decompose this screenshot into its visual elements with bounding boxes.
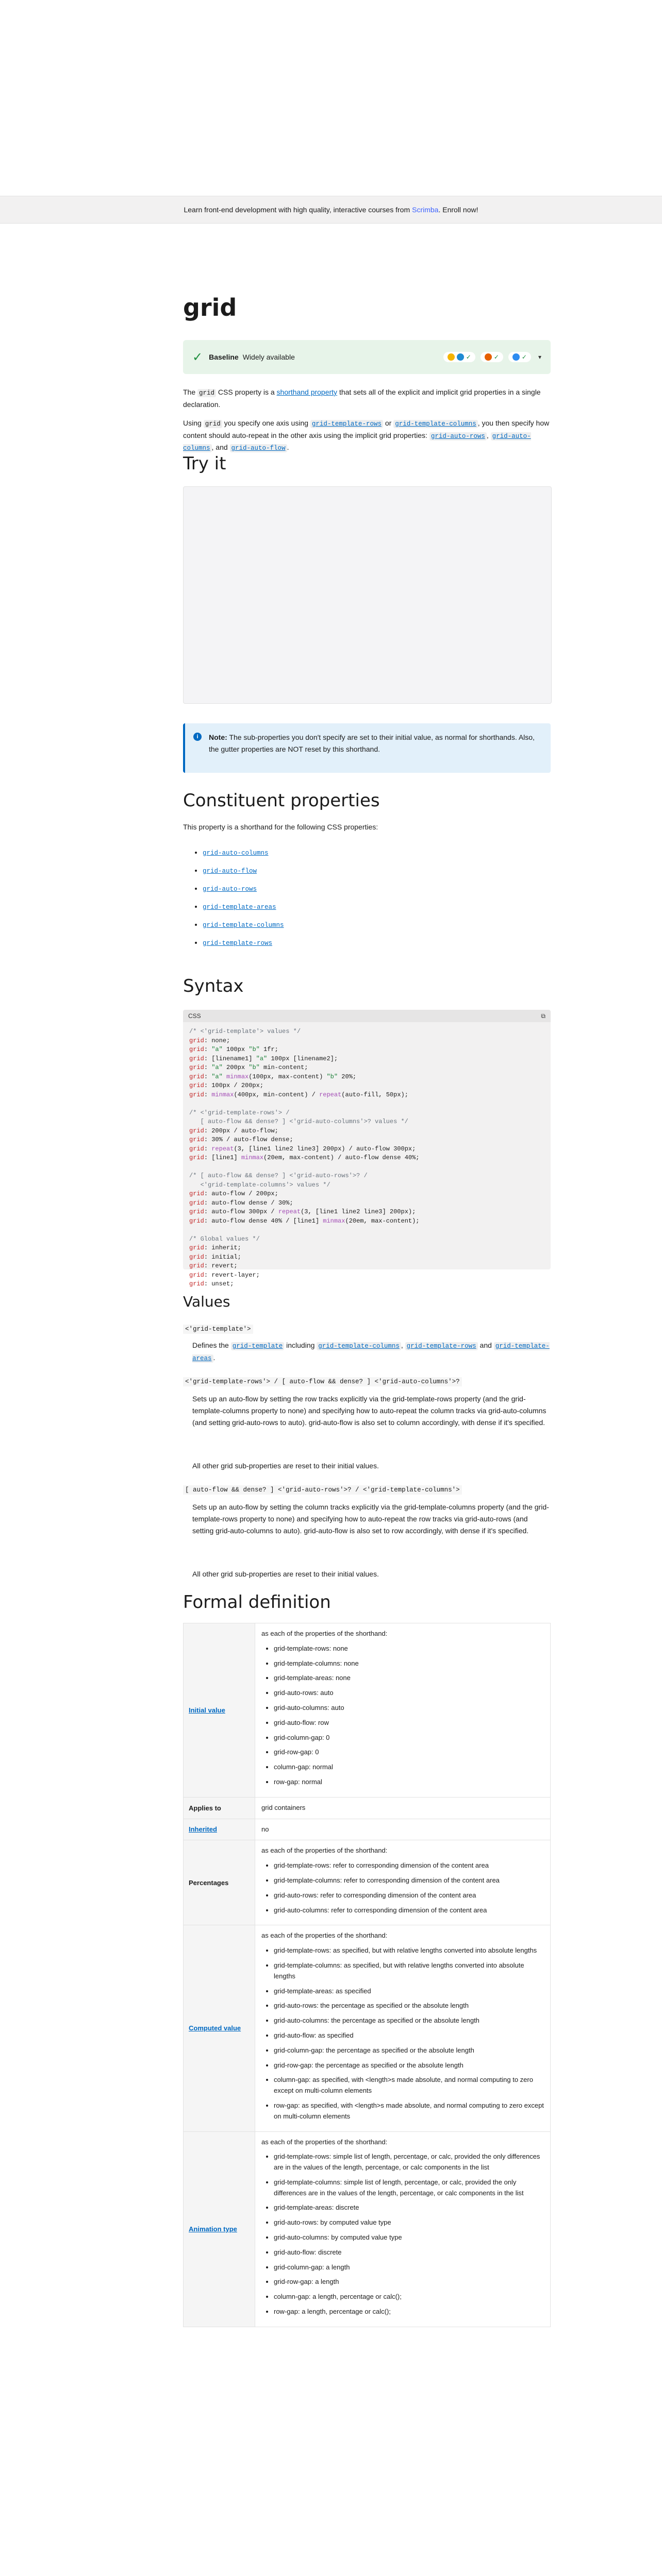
baseline-label: Baseline — [209, 353, 239, 361]
info-icon: i — [193, 733, 202, 741]
table-row — [184, 1840, 551, 1925]
list-item: • grid-template-columns: refer to corresponding dimension of the content area — [274, 1875, 544, 1886]
constituent-intro: This property is a shorthand for the following CSS properties: — [183, 823, 378, 831]
grid-auto-flow-link[interactable]: grid-auto-flow — [230, 444, 287, 452]
row-cell — [255, 1623, 551, 1798]
property-link[interactable]: grid-template-rows — [203, 940, 273, 947]
cell-list — [261, 1643, 544, 1788]
list-item: • column-gap: normal — [274, 1762, 544, 1773]
constituent-list — [183, 848, 570, 956]
list-item: • grid-column-gap: the percentage as specified or the absolute length — [274, 2045, 544, 2056]
row-header — [184, 1623, 255, 1798]
table-row — [184, 1797, 551, 1819]
text: and — [477, 1341, 494, 1349]
browser-pill-chrome-edge — [443, 352, 475, 362]
list-item: • grid-template-columns: none — [274, 1658, 544, 1669]
list-item: • grid-template-rows: none — [274, 1643, 544, 1654]
value-term: <'grid-template-rows'> / [ auto-flow && dense? ] <'grid-auto-columns'>? — [183, 1377, 462, 1386]
initial-value-link[interactable]: Initial value — [189, 1706, 225, 1714]
property-link[interactable]: grid-template-areas — [203, 904, 276, 911]
list-item: • grid-template-columns: as specified, but with relative lengths converted into absolute lengths — [274, 1960, 544, 1982]
supported-check-icon: ✓ — [466, 353, 471, 361]
table-row — [184, 2131, 551, 2327]
text: , — [486, 431, 491, 439]
list-item: • grid-auto-rows: refer to corresponding dimension of the content area — [274, 1890, 544, 1901]
list-item: • grid-template-rows: simple list of length, percentage, or calc, provided the only differences are in the values of the length, percentage, or calc components in the list — [274, 2151, 544, 2173]
list-item: • grid-template-areas: discrete — [274, 2202, 544, 2213]
list-item: • grid-row-gap: 0 — [274, 1747, 544, 1758]
top-whitespace — [0, 0, 662, 196]
interactive-example-frame[interactable] — [183, 486, 552, 704]
note-callout — [183, 723, 551, 773]
chevron-down-icon[interactable]: ▾ — [538, 353, 541, 361]
table-row — [184, 1819, 551, 1840]
page-title: grid — [183, 294, 237, 321]
chrome-icon — [448, 353, 455, 361]
text: you specify one axis using — [222, 419, 310, 427]
inline-code: grid — [204, 420, 222, 428]
row-header — [184, 1819, 255, 1840]
value-term-2 — [183, 1377, 551, 1386]
cell-intro: as each of the properties of the shorthand: — [261, 1630, 388, 1637]
grid-template-areas-link[interactable]: grid-template-areas — [192, 1343, 550, 1362]
text: Defines the — [192, 1341, 231, 1349]
main-content — [183, 224, 552, 2576]
list-item: • grid-template-rows: refer to corresponding dimension of the content area — [274, 1860, 544, 1871]
value-term: [ auto-flow && dense? ] <'grid-auto-rows'>? / <'grid-template-columns'> — [183, 1485, 462, 1495]
list-item: • grid-auto-flow: discrete — [274, 2247, 544, 2258]
list-item: • grid-column-gap: a length — [274, 2262, 544, 2273]
text: The — [183, 388, 198, 396]
list-item: • grid-template-rows: as specified, but with relative lengths converted into absolute lengths — [274, 1945, 544, 1956]
note-label: Note: — [209, 733, 227, 741]
grid-template-link[interactable]: grid-template — [231, 1342, 285, 1350]
syntax-code: /* <'grid-template'> values */ grid: none; grid: "a" 100px "b" 1fr; grid: [linename1] "a" 100px [linename2]; grid: "a" 200px "b" min-content; grid: "a" minmax(100px, max-content) "b" 20%; grid: 100px / 200px; grid: minmax(400px, min-content) / repeat(auto-fill, 50px); /* <'grid-template-rows'> / [ auto-flow && dense? ] <'grid-auto-columns'>? values */ grid: 200px / auto-flow; grid: 30% / auto-flow dense; grid: repeat(3, [line1 line2 line3] 200px) / auto-flow 300px; grid: [line1] minmax(20em, max-content) / auto-flow dense 40%; /* [ auto-flow && dense? ] <'grid-auto-rows'>? / <'grid-template-columns'> values */ grid: auto-flow / 200px; grid: auto-flow dense / 30%; grid: auto-flow 300px / repeat(3, [line1 line2 line3] 200px); grid: auto-flow dense 40% / [line1] minmax(20em, max-content); /* Global values */ grid: inherit; grid: initial; grid: revert; grid: revert-layer; grid: unset; — [189, 1028, 420, 1287]
cell-intro: as each of the properties of the shorthand: — [261, 2138, 388, 2146]
safari-icon — [512, 353, 520, 361]
list-item: • grid-template-areas: as specified — [274, 1986, 544, 1997]
property-link[interactable]: grid-auto-rows — [203, 886, 257, 893]
animation-type-link[interactable]: Animation type — [189, 2225, 237, 2233]
cell-list — [261, 2151, 544, 2317]
code-header — [183, 1010, 551, 1022]
grid-auto-columns-link[interactable]: grid-auto-columns — [183, 432, 531, 452]
formal-definition-heading: Formal definition — [183, 1592, 331, 1613]
value-reset-3: All other grid sub-properties are reset to their initial values. — [192, 1570, 379, 1578]
banner-text: Learn front-end development with high quality, interactive courses from — [184, 206, 410, 214]
text: . — [213, 1353, 216, 1362]
grid-template-columns-link[interactable]: grid-template-columns — [393, 420, 478, 428]
supported-check-icon: ✓ — [521, 353, 527, 361]
list-item: • grid-auto-rows: by computed value type — [274, 2217, 544, 2228]
table-row — [184, 1925, 551, 2131]
text: including — [284, 1341, 317, 1349]
row-header — [184, 2131, 255, 2327]
grid-auto-rows-link[interactable]: grid-auto-rows — [429, 432, 487, 440]
cell-list — [261, 1860, 544, 1916]
banner-link[interactable]: Scrimba — [412, 206, 439, 214]
row-cell — [255, 1840, 551, 1925]
value-desc-1 — [192, 1340, 551, 1364]
note-text: The sub-properties you don't specify are set to their initial value, as normal for shorthands. Also, the gutter properties are NOT reset by this shorthand. — [209, 733, 535, 754]
row-header: Applies to — [184, 1797, 255, 1819]
row-cell — [255, 1925, 551, 2131]
values-heading: Values — [183, 1293, 230, 1310]
check-icon: ✓ — [192, 350, 203, 364]
browser-support-icons — [443, 352, 541, 362]
list-item: • grid-auto-rows: auto — [274, 1688, 544, 1699]
text: , you then specify how content should auto-repeat in the other axis using the implicit grid properties: — [183, 419, 550, 439]
syntax-heading: Syntax — [183, 976, 244, 996]
list-item: • column-gap: a length, percentage or calc(); — [274, 2292, 544, 2302]
intro-paragraph-1 — [183, 386, 551, 411]
list-item: • grid-template-columns: simple list of length, percentage, or calc, provided the only differences are in the values of the length, percentage, or calc components in the list — [274, 2177, 544, 2199]
list-item: • grid-row-gap: a length — [274, 2277, 544, 2287]
text: that sets all of the explicit and implicit grid properties in a single declaration. — [183, 388, 541, 409]
list-item: • column-gap: as specified, with <length>s made absolute, and normal computing to zero except on multi-column elements — [274, 2075, 544, 2096]
property-link[interactable]: grid-template-columns — [203, 922, 284, 929]
inherited-link[interactable]: Inherited — [189, 1825, 217, 1834]
value-desc-3: Sets up an auto-flow by setting the column tracks explicitly via the grid-template-columns property (and the grid-template-rows property to none) and specifying how to auto-repeat the row tracks via grid-auto-rows (and setting grid-auto-columns to auto). grid-auto-flow is also set to row accordingly, with dense if it's specified. — [192, 1503, 549, 1535]
row-header — [184, 1925, 255, 2131]
list-item: • grid-column-gap: 0 — [274, 1733, 544, 1743]
edge-icon — [457, 353, 464, 361]
text: , — [401, 1341, 405, 1349]
baseline-status: Widely available — [242, 353, 295, 361]
try-it-heading: Try it — [183, 453, 226, 474]
cell-intro: as each of the properties of the shorthand: — [261, 1931, 388, 1940]
shorthand-link[interactable]: shorthand property — [276, 388, 338, 396]
copy-icon[interactable]: ⧉ — [541, 1012, 545, 1020]
baseline-badge[interactable] — [183, 340, 551, 374]
property-link[interactable]: grid-auto-columns — [203, 850, 269, 857]
browser-pill-firefox — [481, 352, 503, 362]
grid-template-rows-link[interactable]: grid-template-rows — [405, 1342, 478, 1350]
row-cell: no — [255, 1819, 551, 1840]
list-item — [203, 902, 570, 911]
list-item: • grid-auto-flow: as specified — [274, 2030, 544, 2041]
browser-pill-safari — [508, 352, 531, 362]
supported-check-icon: ✓ — [493, 353, 499, 361]
cell-intro: as each of the properties of the shorthand: — [261, 1846, 388, 1855]
list-item — [203, 866, 570, 875]
inline-code: grid — [197, 389, 216, 397]
list-item — [203, 848, 570, 857]
list-item: • row-gap: normal — [274, 1777, 544, 1788]
value-term: <'grid-template'> — [183, 1325, 253, 1334]
constituent-heading: Constituent properties — [183, 790, 380, 811]
text: , and — [211, 443, 230, 452]
text: CSS property is a — [216, 388, 277, 396]
table-row — [184, 1623, 551, 1798]
list-item: • grid-auto-columns: the percentage as specified or the absolute length — [274, 2015, 544, 2026]
promo-banner — [0, 196, 662, 224]
list-item: • grid-row-gap: the percentage as specified or the absolute length — [274, 2060, 544, 2071]
grid-template-columns-link[interactable]: grid-template-columns — [317, 1342, 401, 1350]
formal-definition-table — [183, 1623, 551, 2327]
text: Using — [183, 419, 204, 427]
property-link[interactable]: grid-auto-flow — [203, 868, 257, 875]
row-cell — [255, 2131, 551, 2327]
list-item: • grid-template-areas: none — [274, 1673, 544, 1684]
list-item: • row-gap: as specified, with <length>s made absolute, and normal computing to zero except on multi-column elements — [274, 2100, 544, 2122]
value-desc-2: Sets up an auto-flow by setting the row tracks explicitly via the grid-template-rows property (and the grid-template-columns property to none) and specifying how to auto-repeat the column tracks via grid-auto-columns (and setting grid-auto-rows to auto). grid-auto-flow is also set to column accordingly, with dense if it's specified. — [192, 1395, 547, 1427]
banner-suffix: . Enroll now! — [438, 206, 478, 214]
firefox-icon — [485, 353, 492, 361]
list-item — [203, 920, 570, 929]
value-term-1 — [183, 1324, 551, 1334]
grid-template-rows-link[interactable]: grid-template-rows — [310, 420, 383, 428]
row-header: Percentages — [184, 1840, 255, 1925]
list-item: • grid-auto-rows: the percentage as specified or the absolute length — [274, 2001, 544, 2011]
list-item: • grid-auto-columns: by computed value type — [274, 2232, 544, 2243]
list-item — [203, 884, 570, 893]
list-item: • grid-auto-flow: row — [274, 1718, 544, 1728]
list-item — [203, 938, 570, 947]
code-language-label: CSS — [188, 1012, 201, 1020]
cell-list — [261, 1945, 544, 2122]
syntax-code-block — [183, 1010, 551, 1287]
value-reset-2: All other grid sub-properties are reset to their initial values. — [192, 1462, 379, 1470]
text: or — [383, 419, 394, 427]
list-item: • grid-auto-columns: auto — [274, 1703, 544, 1714]
list-item: • grid-auto-columns: refer to corresponding dimension of the content area — [274, 1905, 544, 1916]
row-cell: grid containers — [255, 1797, 551, 1819]
list-item: • row-gap: a length, percentage or calc(); — [274, 2307, 544, 2317]
intro-paragraph-2 — [183, 417, 551, 454]
text: . — [287, 443, 289, 452]
computed-value-link[interactable]: Computed value — [189, 2024, 241, 2032]
value-term-3 — [183, 1485, 551, 1495]
